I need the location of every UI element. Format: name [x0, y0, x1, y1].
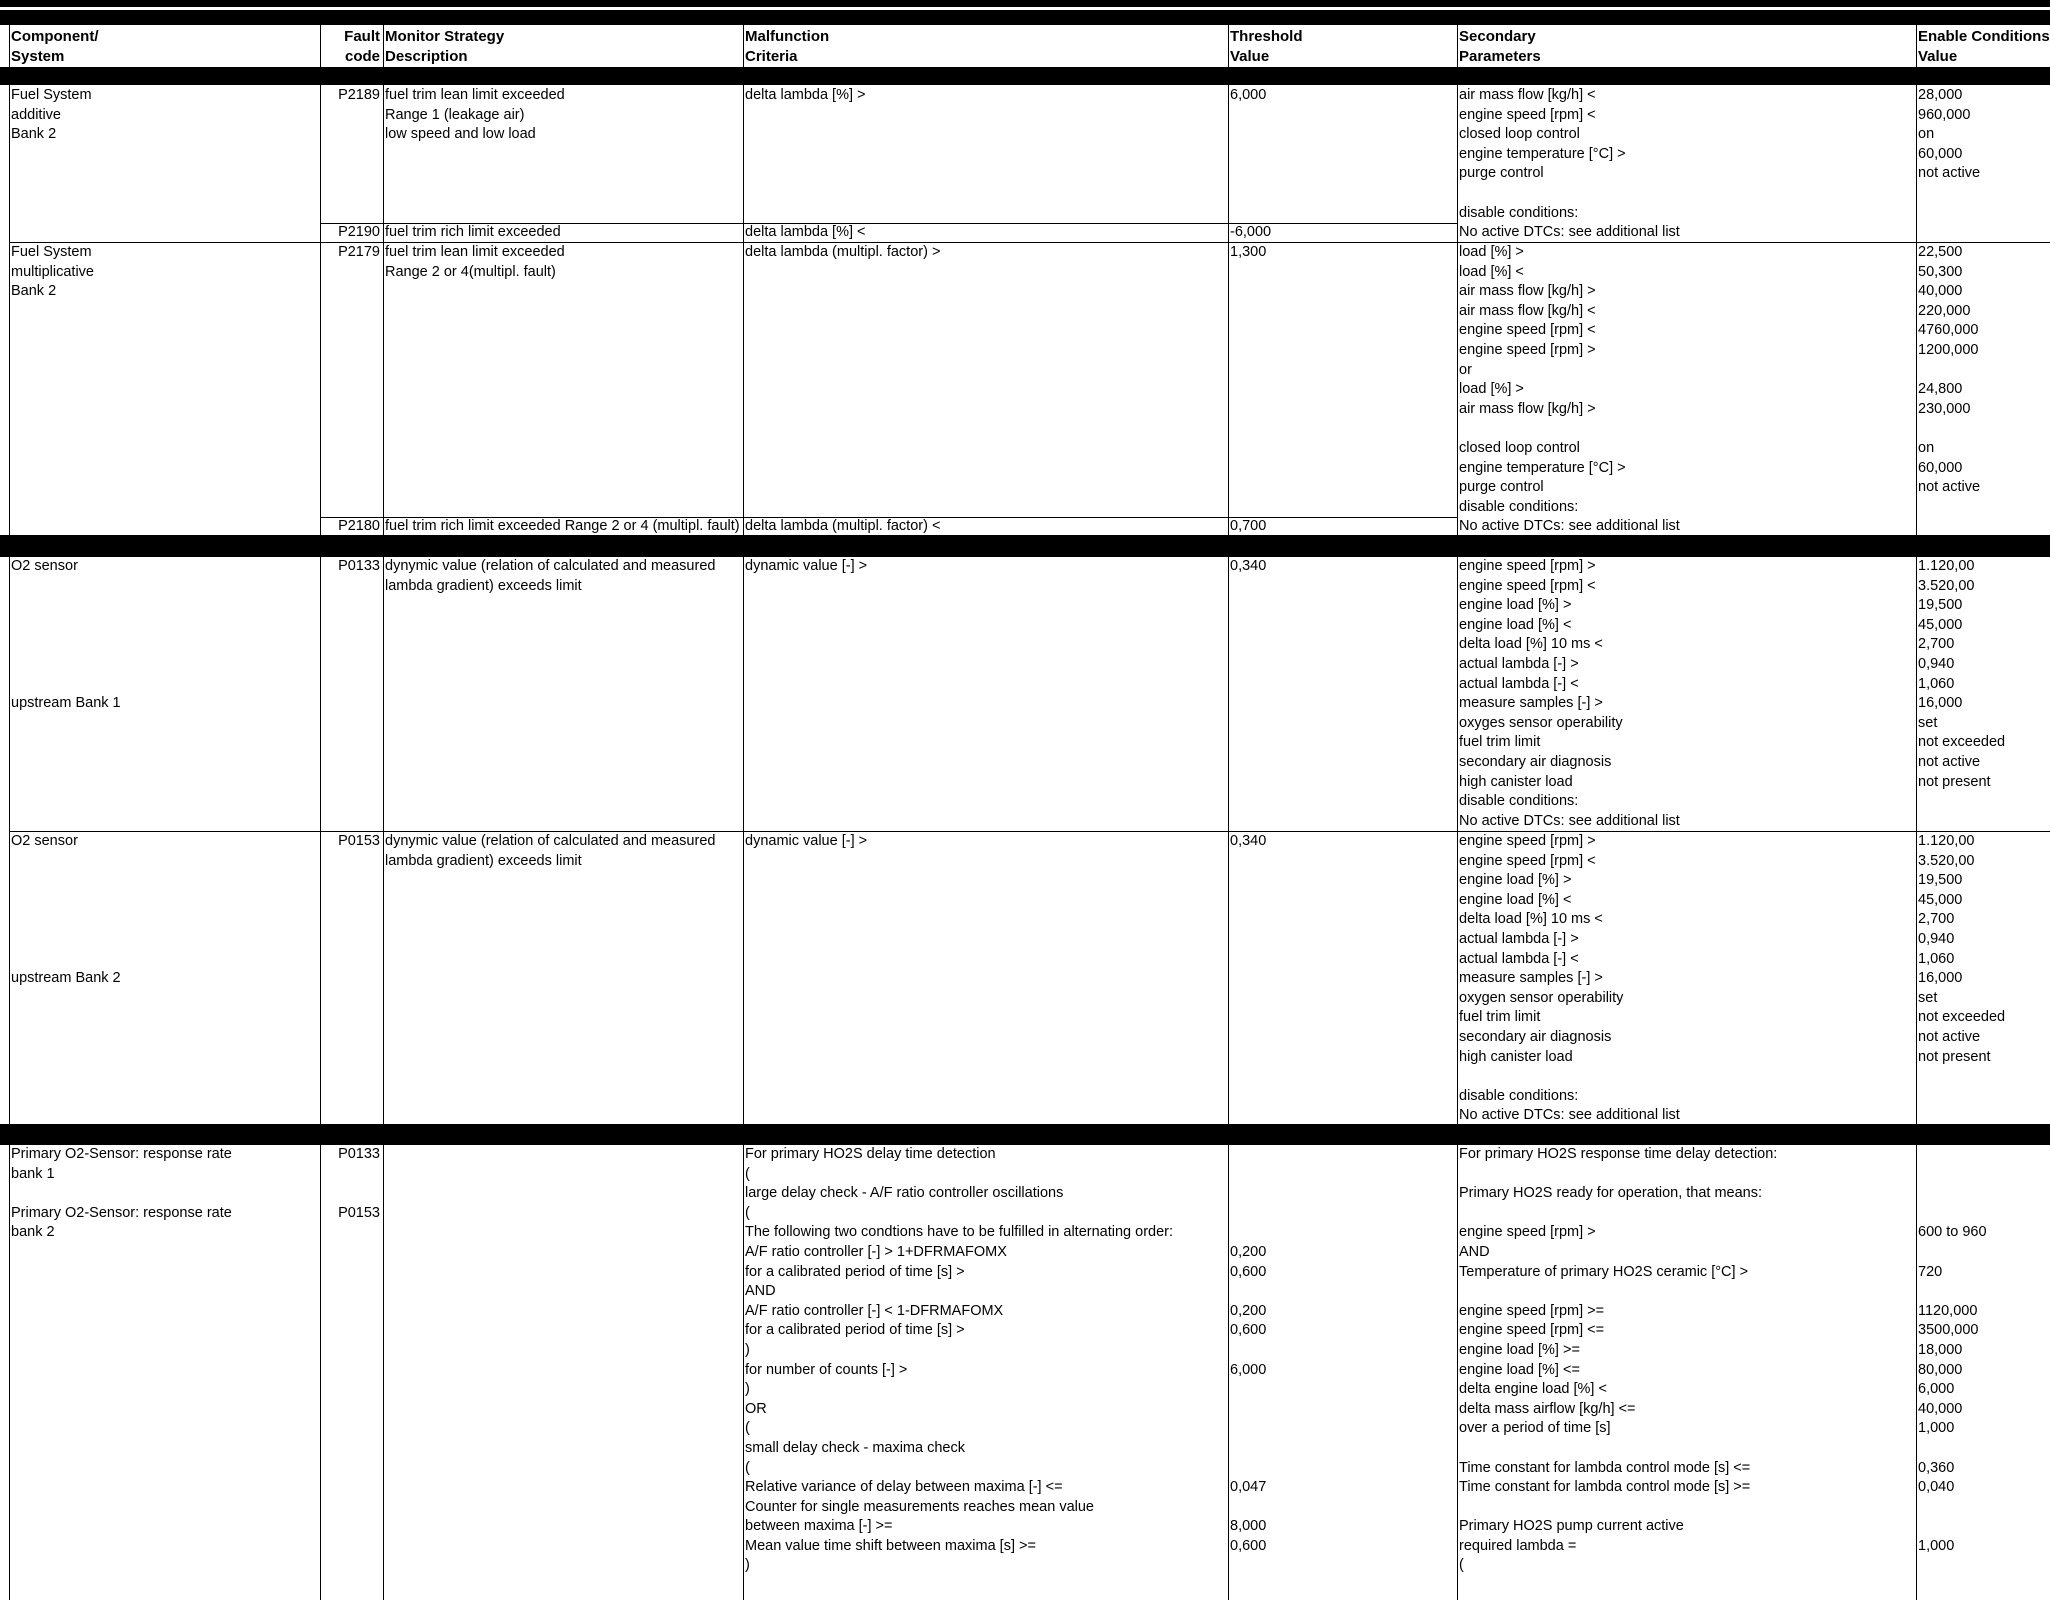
monitor-description: fuel trim lean limit exceeded Range 2 or 4(multipl. fault) [385, 244, 565, 280]
primary-o2-component: Primary O2-Sensor: response rate bank 1 Primary O2-Sensor: response rate bank 2 [11, 1146, 232, 1241]
malfunction-criteria: dynamic value [-] > [745, 558, 868, 574]
secondary-parameters: engine speed [rpm] > engine speed [rpm] < engine load [%] > engine load [%] < delta load [%] 10 ms < actual lambda [-] > actual lambda [-] < measure samples [-] > oxyges sensor operability fuel trim limit secondary air diagnosis high canister load disable conditions: No active DTCs: see additional list [1459, 558, 1680, 829]
header-component: Component/ System [11, 28, 99, 65]
fuel-additive-component: Fuel System additive Bank 2 [11, 87, 92, 143]
fault-code: P2189 [338, 87, 380, 103]
header-fault-code: Fault code [344, 28, 380, 65]
top-black-bar [0, 0, 2050, 7]
header-bottom-bar [0, 67, 2050, 85]
enable-conditions: 22,500 50,300 40,000 220,000 4760,000 1200,000 24,800 230,000 on 60,000 not active [1918, 244, 1981, 496]
section-separator-bar [0, 535, 2050, 557]
threshold-value: 0,340 [1230, 558, 1267, 574]
column-divider [9, 25, 10, 1600]
column-divider [1228, 25, 1229, 1600]
column-divider [383, 25, 384, 1600]
malfunction-criteria: delta lambda [%] > [745, 87, 866, 103]
malfunction-criteria: delta lambda [%] < [745, 224, 866, 240]
secondary-parameters: load [%] > load [%] < air mass flow [kg/h] > air mass flow [kg/h] < engine speed [rpm] < engine speed [rpm] > or load [%] > air mass flow [kg/h] > closed loop control engine temperature [°C] > purge control disable conditions: No active DTCs: see additional list [1459, 244, 1680, 535]
header-threshold-value: Threshold Value [1230, 28, 1303, 65]
threshold-value: 0,340 [1230, 833, 1267, 849]
column-divider [743, 25, 744, 1600]
fault-code: P2179 [338, 244, 380, 260]
monitor-description: dynymic value (relation of calculated and measured lambda gradient) exceeds limit [385, 833, 716, 869]
threshold-value: 0,200 0,600 0,200 0,600 6,000 0,047 8,000 0,600 [1230, 1243, 1267, 1554]
monitor-description: fuel trim rich limit exceeded Range 2 or 4 (multipl. fault) [385, 518, 740, 534]
o2-sensor-bank2-component: O2 sensor [11, 833, 78, 849]
enable-conditions: 1.120,00 3.520,00 19,500 45,000 2,700 0,940 1,060 16,000 set not exceeded not active not present [1918, 558, 2006, 790]
enable-conditions: 1.120,00 3.520,00 19,500 45,000 2,700 0,940 1,060 16,000 set not exceeded not active not present [1918, 833, 2006, 1065]
o2-sensor-bank1-location: upstream Bank 1 [11, 695, 121, 711]
threshold-value: 6,000 [1230, 87, 1267, 103]
monitor-description: fuel trim rich limit exceeded [385, 224, 561, 240]
header-top-bar [0, 10, 2050, 25]
monitor-description: fuel trim lean limit exceeded Range 1 (leakage air) low speed and low load [385, 87, 565, 143]
column-divider [320, 25, 321, 1600]
secondary-parameters: engine speed [rpm] > engine speed [rpm] < engine load [%] > engine load [%] < delta load [%] 10 ms < actual lambda [-] > actual lambda [-] < measure samples [-] > oxygen sensor operability fuel trim limit secondary air diagnosis high canister load disable conditions: No active DTCs: see additional list [1459, 833, 1680, 1124]
malfunction-criteria: dynamic value [-] > [745, 833, 868, 849]
header-secondary-parameters: Secondary Parameters [1459, 28, 1541, 65]
malfunction-criteria: For primary HO2S delay time detection ( large delay check - A/F ratio controller oscillations ( The following two condtions have to be fulfilled in alternating order: A/F ratio controller [-] > 1+DFRMAFOMX for a calibrated period of time [s] > AND A/F ratio controller [-] < 1-DFRMAFOMX for a calibrated period of time [s] > ) for number of counts [-] > ) OR ( small delay check - maxima check ( Relative variance of delay between maxima [-] <= Counter for single measurements reaches mean value between maxima [-] >= Mean value time shift between maxima [s] >= ) [745, 1146, 1174, 1574]
row-divider [9, 242, 2050, 243]
threshold-value: 0,700 [1230, 518, 1267, 534]
secondary-parameters: For primary HO2S response time delay detection: Primary HO2S ready for operation, that means: engine speed [rpm] > AND Temperature of primary HO2S ceramic [°C] > engine speed [rpm] >= engine speed [rpm] <= engine load [%] >= engine load [%] <= delta engine load [%] < delta mass airflow [kg/h] <= over a period of time [s] Time constant for lambda control mode [s] <= Time constant for lambda control mode [s] >= Primary HO2S pump current active required lambda = ( [1459, 1146, 1778, 1574]
column-divider [1457, 25, 1458, 1600]
column-divider [1916, 25, 1917, 1600]
fault-code: P2190 [338, 224, 380, 240]
threshold-value: -6,000 [1230, 224, 1272, 240]
header-monitor-strategy: Monitor Strategy Description [385, 28, 505, 65]
o2-sensor-bank1-component: O2 sensor [11, 558, 78, 574]
fault-code: P0133 [338, 558, 380, 574]
monitor-description: dynymic value (relation of calculated and measured lambda gradient) exceeds limit [385, 558, 716, 594]
fault-code: P0133 P0153 [338, 1146, 380, 1221]
fuel-multiplicative-component: Fuel System multiplicative Bank 2 [11, 244, 94, 300]
malfunction-criteria: delta lambda (multipl. factor) > [745, 244, 941, 260]
malfunction-criteria: delta lambda (multipl. factor) < [745, 518, 941, 534]
enable-conditions: 600 to 960 720 1120,000 3500,000 18,000 80,000 6,000 40,000 1,000 0,360 0,040 1,000 [1918, 1224, 1987, 1554]
header-malfunction-criteria: Malfunction Criteria [745, 28, 830, 65]
header-enable-conditions: Enable Conditions Value [1918, 28, 2050, 65]
enable-conditions: 28,000 960,000 on 60,000 not active [1918, 87, 1981, 182]
threshold-value: 1,300 [1230, 244, 1267, 260]
secondary-parameters: air mass flow [kg/h] < engine speed [rpm] < closed loop control engine temperature [°C] > purge control disable conditions: No active DTCs: see additional list [1459, 87, 1680, 241]
fault-code: P2180 [338, 518, 380, 534]
row-divider [9, 831, 2050, 832]
o2-sensor-bank2-location: upstream Bank 2 [11, 970, 121, 986]
fault-code: P0153 [338, 833, 380, 849]
section-separator-bar [0, 1124, 2050, 1145]
